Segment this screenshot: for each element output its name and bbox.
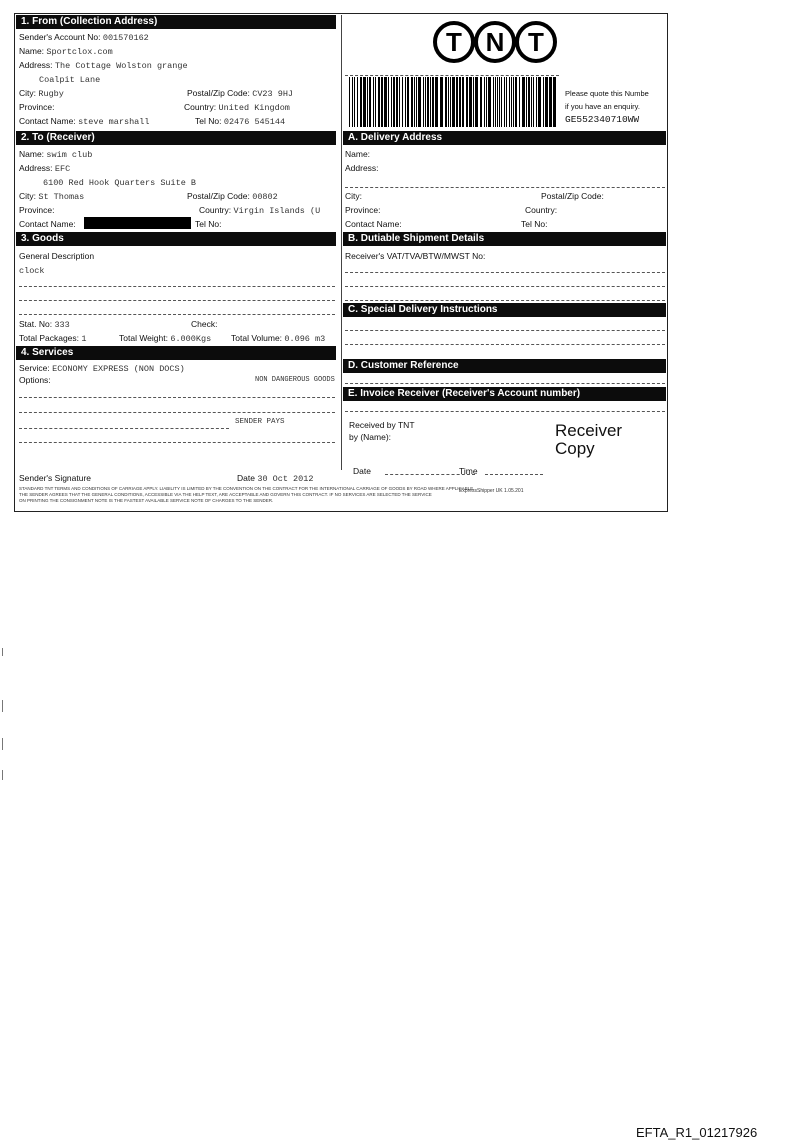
document-id: EFTA_R1_01217926 [636,1125,758,1140]
delivery-address-label: Address: [345,163,379,173]
received-by-line-2: by (Name): [349,432,392,442]
barcode-bar [459,77,461,127]
fine-print-line-2: THE SENDER AGREES THAT THE GENERAL CONDITIONS, ACCESSIBLE VIA THE HELP TEXT, ARE ACCEPTABLE AND GOVERN THIS CONTRACT. IF NO SERVICES ARE SELECTED THE SERVICE [19,492,432,497]
barcode-bar [475,77,478,127]
packages-value: 1 [81,334,87,344]
barcode-bar [484,77,485,127]
barcode-bar [432,77,434,127]
delivery-contact-label: Contact Name: [345,219,402,229]
receipt-time-label: Time [459,466,478,476]
sender-city-label: City: [19,88,36,98]
section-header-goods: 3. Goods [16,232,336,246]
receiver-address-label: Address: [19,163,53,173]
sender-signature-label: Sender's Signature [19,473,92,483]
sender-postal-value: CV23 9HJ [252,89,294,99]
barcode-bar [405,77,406,127]
barcode-bar [462,77,464,127]
barcode-bar [528,77,530,127]
barcode-bar [553,77,556,127]
stat-value: 333 [54,320,70,330]
barcode-bar [440,77,443,127]
delivery-country-label: Country: [525,205,558,215]
sender-address-row-2 [39,73,335,85]
barcode-bar [466,77,468,127]
fine-print-version: ExpressShipper UK 1.05.201 [459,488,524,494]
barcode-bar [416,77,417,127]
sender-city-row [19,87,335,99]
totals-row [19,332,335,344]
dashed-line [345,75,559,76]
dashed-line [19,300,335,301]
receiver-tel-group [195,218,221,230]
barcode-bar [504,77,505,127]
vat-label: Receiver's VAT/TVA/BTW/MWST No: [345,251,486,261]
signature-date-group [237,472,313,484]
sender-province-label: Province: [19,102,55,112]
dashed-line [345,383,665,384]
receipt-time-group [459,465,478,477]
receiver-address-row-2 [43,176,335,188]
weight-value: 6.000Kgs [170,334,212,344]
section-header-delivery: A. Delivery Address [343,131,666,145]
sender-country-group [184,101,290,113]
section-header-to: 2. To (Receiver) [16,131,336,145]
receiver-copy-line-1: Receiver [555,421,623,440]
barcode-bar [526,77,527,127]
barcode-bar [411,77,413,127]
barcode-bar [495,77,496,127]
dashed-line [19,442,335,443]
barcode-bar [533,77,534,127]
barcode-bar [369,77,371,127]
receiver-postal-label: Postal/Zip Code: [187,191,250,201]
scan-artifact [2,648,3,656]
barcode-bar [384,77,387,127]
delivery-country-group [525,204,557,216]
barcode-bar [469,77,472,127]
delivery-province-label: Province: [345,205,381,215]
service-row [19,362,335,374]
barcode-bar [391,77,392,127]
sender-account-value: 001570162 [102,33,149,43]
delivery-postal-label: Postal/Zip Code: [541,191,604,201]
sender-address-row [19,59,335,71]
section-header-invoice: E. Invoice Receiver (Receiver's Account number) [343,387,666,401]
receiver-country-label: Country: [199,205,232,215]
time-underline [485,474,543,475]
receiver-city-row [19,190,335,202]
receiver-country-value: Virgin Islands (U [233,206,321,216]
dashed-line [345,344,665,345]
sender-name-row [19,45,335,57]
sender-contact-label: Contact Name: [19,116,76,126]
weight-group [119,332,211,344]
barcode-bar [538,77,541,127]
barcode-bar [354,77,355,127]
barcode-bar [418,77,421,127]
logo-letter-t2: T [528,27,544,57]
receiver-province-label: Province: [19,205,55,215]
delivery-name-row [345,148,665,160]
volume-value: 0.096 m3 [284,334,326,344]
goods-description-value: clock [19,266,45,276]
consignment-note [14,13,668,512]
barcode-bar [511,77,512,127]
receiver-address-row [19,162,335,174]
scan-artifact [2,700,3,712]
tnt-logo [433,20,559,64]
barcode-bar [493,77,494,127]
barcode-bar [352,77,353,127]
sender-name-label: Name: [19,46,45,56]
sender-contact-value: steve marshall [78,117,150,127]
service-value: ECONOMY EXPRESS (NON DOCS) [52,364,185,374]
barcode-bar [506,77,507,127]
stat-row [19,318,335,330]
section-header-services: 4. Services [16,346,336,360]
barcode-bar [381,77,383,127]
packages-label: Total Packages: [19,333,80,343]
redaction-block [84,217,191,229]
receiver-country-group [199,204,320,216]
delivery-city-label: City: [345,191,362,201]
options-label: Options: [19,375,51,385]
logo-letter-n: N [485,27,505,57]
barcode-bar [396,77,398,127]
barcode-bar [414,77,415,127]
options-row [19,374,335,386]
dashed-line [19,286,335,287]
scan-artifact [2,770,3,780]
dashed-line [19,428,229,429]
delivery-contact-row [345,218,665,230]
payer-row [19,416,335,428]
barcode-bar [549,77,552,127]
goods-description-row [19,250,335,262]
sender-tel-value: 02476 545144 [223,117,286,127]
fine-print-line-3: ON PRINTING THE CONSIGNMENT NOTE IS THE FASTEST AVAILABLE SERVICE NOTE OF CHARGES TO THE SENDER. [19,498,274,503]
section-header-dutiable: B. Dutiable Shipment Details [343,232,666,246]
barcode-bar [357,77,358,127]
check-group [191,318,217,330]
barcode-bar [363,77,366,127]
payer-value: SENDER PAYS [235,418,285,426]
sender-tel-label: Tel No: [195,116,222,126]
receiver-contact-label: Contact Name: [19,219,76,229]
receiver-address-value-2: 6100 Red Hook Quarters Suite B [43,178,197,188]
barcode-bar [531,77,532,127]
sender-tel-group [195,115,285,127]
barcode-bar [488,77,491,127]
sender-address-value: The Cottage Wolston grange [54,61,188,71]
goods-description-value-row [19,264,335,276]
sender-address-value-2: Coalpit Lane [39,75,101,85]
barcode-bar [445,77,447,127]
sender-country-value: United Kingdom [218,103,290,113]
barcode-bar [423,77,424,127]
column-divider [341,15,342,470]
sender-postal-label: Postal/Zip Code: [187,88,250,98]
volume-group [231,332,325,344]
scan-artifact [2,738,3,750]
receiver-province-row [19,204,335,216]
service-label: Service: [19,363,50,373]
receiver-address-value: EFC [54,164,71,174]
barcode-bar [486,77,487,127]
barcode-bar [450,77,451,127]
sender-address-label: Address: [19,60,53,70]
delivery-province-row [345,204,665,216]
receipt-date-label: Date [353,466,371,476]
sender-account-row [19,31,335,43]
sender-account-label: Sender's Account No: [19,32,101,42]
delivery-postal-group [541,190,604,202]
vat-row [345,250,665,262]
barcode-bar [388,77,389,127]
section-header-special: C. Special Delivery Instructions [343,303,666,317]
barcode-bar [452,77,455,127]
barcode-bar [448,77,449,127]
barcode-bar [501,77,502,127]
receiver-copy-line-2: Copy [555,439,595,458]
barcode-bar [425,77,426,127]
received-by-line-1: Received by TNT [349,420,415,430]
barcode-bar [407,77,409,127]
barcode-bar [367,77,368,127]
barcode-bar [456,77,458,127]
dashed-line [345,330,665,331]
receiver-postal-value: 00802 [252,192,278,202]
barcode-bar [430,77,431,127]
barcode-bar [536,77,537,127]
sender-signature-row [19,472,335,484]
sender-province-row [19,101,335,113]
signature-date-value: 30 Oct 2012 [257,474,314,484]
barcode-bar [360,77,362,127]
receiver-name-value: swim club [46,150,93,160]
quote-line-2: if you have an enquiry. [565,102,640,111]
barcode-bar [349,77,350,127]
date-underline [385,474,475,475]
receiver-tel-label: Tel No: [195,219,222,229]
weight-label: Total Weight: [119,333,168,343]
barcode-bar [519,77,520,127]
dashed-line [345,286,665,287]
barcode-bar [515,77,517,127]
consignment-number: GE552340710WW [565,114,640,125]
receipt-date-row [353,465,663,477]
section-header-from: 1. From (Collection Address) [16,15,336,29]
receiver-name-row [19,148,335,160]
dashed-line [345,300,665,301]
barcode-bar [393,77,395,127]
barcode-bar [543,77,544,127]
sender-contact-row [19,115,335,127]
delivery-tel-label: Tel No: [521,219,548,229]
dashed-line [19,412,335,413]
sender-postal-group [187,87,293,99]
barcode-bar [545,77,548,127]
options-value: NON DANGEROUS GOODS [255,376,335,384]
delivery-name-label: Name: [345,149,371,159]
dashed-line [345,272,665,273]
receiver-city-value: St Thomas [38,192,85,202]
barcode-bar [480,77,482,127]
barcode-bar [497,77,498,127]
barcode-bar [509,77,510,127]
stat-label: Stat. No: [19,319,53,329]
volume-label: Total Volume: [231,333,283,343]
barcode-bar [399,77,400,127]
barcode-image [345,77,561,127]
barcode-bar [378,77,380,127]
barcode-bar [402,77,403,127]
sender-name-value: Sportclox.com [46,47,113,57]
section-header-reference: D. Customer Reference [343,359,666,373]
sender-city-value: Rugby [38,89,64,99]
logo-letter-t1: T [446,27,462,57]
barcode-bar [427,77,429,127]
receiver-name-label: Name: [19,149,45,159]
barcode-bar [473,77,474,127]
barcode-bar [522,77,525,127]
fine-print-line-1: STANDARD TNT TERMS AND CONDITIONS OF CARRIAGE APPLY. LIABILITY IS LIMITED BY THE CONVENTION ON THE CONTRACT FOR THE INTERNATIONAL CARRIAGE OF GOODS BY ROAD WHERE APPLICABLE. [19,486,475,491]
dashed-line [345,187,665,188]
barcode-bar [375,77,376,127]
delivery-address-row [345,162,665,174]
delivery-city-row [345,190,665,202]
quote-line-1: Please quote this Numbe [565,89,649,98]
receiver-postal-group [187,190,278,202]
dashed-line [19,397,335,398]
barcode-bar [373,77,374,127]
dashed-line [19,314,335,315]
sender-country-label: Country: [184,102,217,112]
receiver-city-label: City: [19,191,36,201]
barcode-bar [513,77,514,127]
barcode-bar [499,77,500,127]
check-label: Check: [191,319,218,329]
dashed-line [345,411,665,412]
barcode-bar [435,77,438,127]
goods-description-label: General Description [19,251,95,261]
delivery-tel-group [521,218,547,230]
signature-date-label: Date [237,473,255,483]
